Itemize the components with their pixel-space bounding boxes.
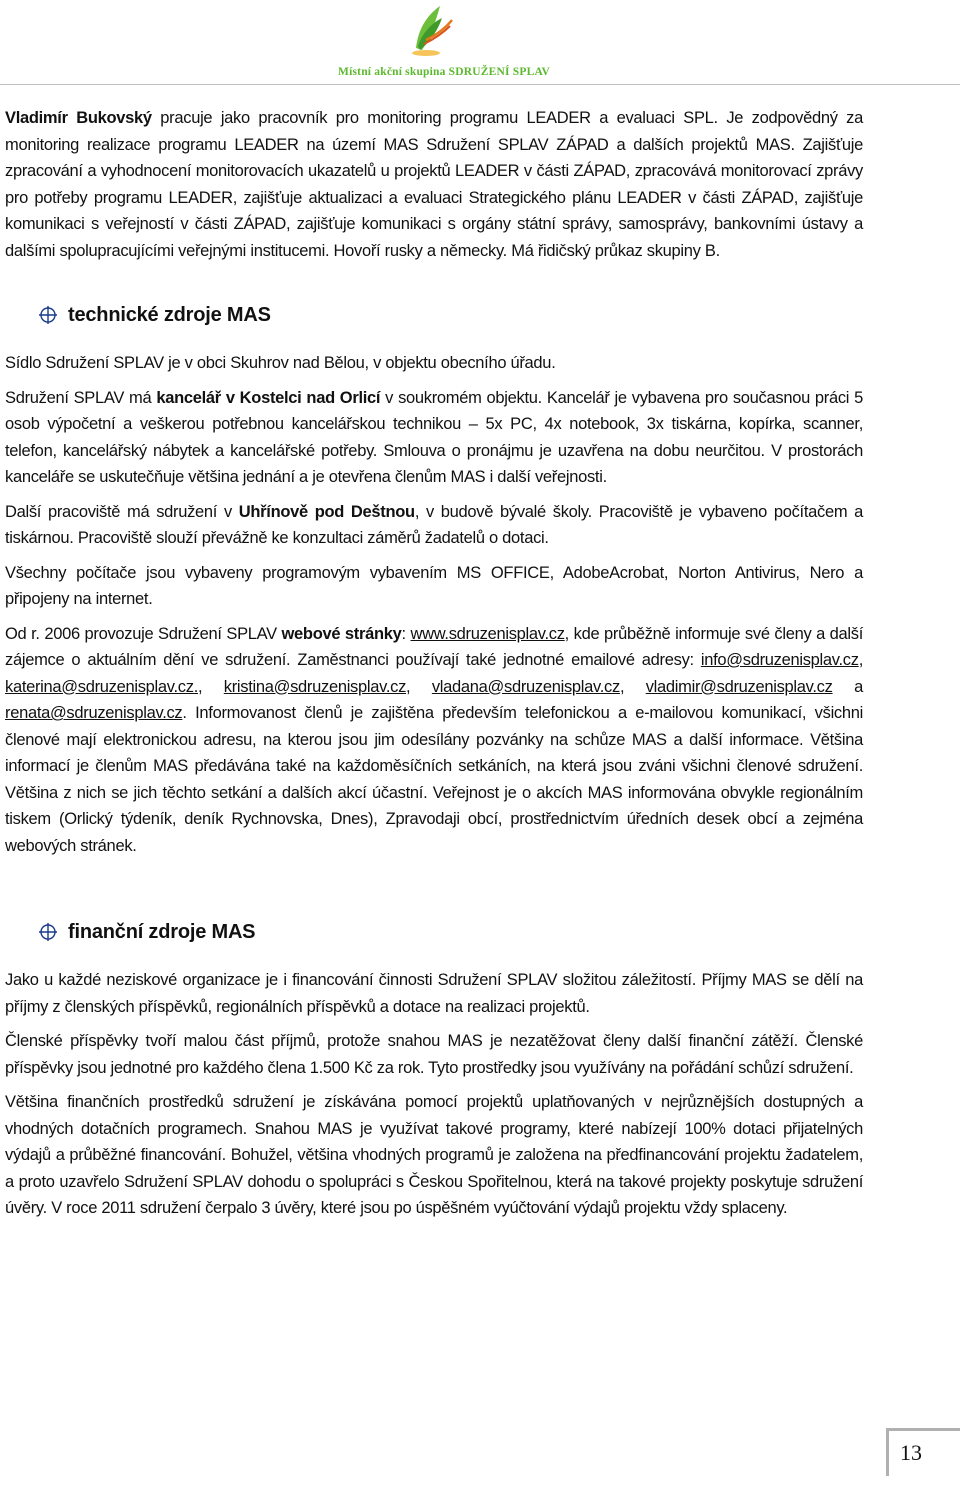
text-fragment: : — [401, 624, 411, 643]
email-link-kristina[interactable]: kristina@sdruzenisplav.cz — [223, 677, 407, 696]
text-fragment: , v budově bývalé školy. Pracoviště je vybaveno počítačem a tiskárnou. Pracoviště slouží převážně ke konzultaci záměrů žadatelů o dotaci. — [5, 502, 864, 547]
email-link-katerina[interactable]: katerina@sdruzenisplav.cz. — [5, 677, 198, 696]
text-fragment: , — [858, 651, 863, 669]
technical-paragraph-5 — [5, 621, 863, 860]
technical-paragraph-4: Všechny počítače jsou vybaveny programovým vybavením MS OFFICE, AdobeAcrobat, Norton Antivirus, Nero a připojeny na internet. — [5, 563, 863, 608]
splav-logo — [396, 0, 468, 60]
document-body — [5, 105, 863, 1222]
financial-paragraph-3: Většina finančních prostředků sdružení je získávána pomocí projektů uplatňovaných v nejrůznějších dostupných a vhodných dotačních programech. Snahou MAS je využívat takové programy, které nabízejí 100% dotaci přijatelných výdajů a průběžné financování. Bohužel, většina vhodných programů je založena na předfinancování projektu žadatelem, a proto uzavřelo Sdružení SPLAV dohodu o spolupráci s Českou Spořitelnou, která na takové projekty poskytuje sdružení úvěry. V roce 2011 sdružení čerpalo 3 úvěry, které jsou po úspěšném vyúčtování výdajů projektu vždy splaceny. — [5, 1093, 863, 1217]
intro-paragraph — [5, 105, 863, 264]
crosshair-bullet-icon — [39, 306, 57, 324]
financial-paragraph-2: Členské příspěvky tvoří malou část příjmů, protože snahou MAS je nezatěžovat členy další finanční zátěží. Členské příspěvky jsou jednotné pro každého člena 1.500 Kč za rok. Tyto prostředky jsou využívány na pořádání schůzí sdružení. — [5, 1032, 863, 1077]
text-fragment: Od r. 2006 provozuje Sdružení SPLAV — [5, 624, 282, 643]
header-divider — [0, 84, 960, 85]
section-title: finanční zdroje MAS — [68, 921, 256, 943]
text-fragment: Sdružení SPLAV má — [5, 388, 157, 407]
website-link[interactable]: www.sdruzenisplav.cz — [410, 624, 565, 643]
section-title: technické zdroje MAS — [68, 304, 271, 326]
technical-paragraph-2 — [5, 385, 863, 491]
text-fragment: , — [406, 677, 432, 696]
technical-paragraph-1: Sídlo Sdružení SPLAV je v obci Skuhrov nad Bělou, v objektu obecního úřadu. — [5, 354, 556, 372]
section-heading-technical — [5, 298, 863, 332]
page-number: 13 — [900, 1440, 922, 1465]
technical-paragraph-3 — [5, 499, 863, 552]
text-fragment: Další pracoviště má sdružení v — [5, 502, 239, 521]
workplace-location: Uhřínově pod Deštnou — [238, 502, 415, 521]
crosshair-bullet-icon — [39, 923, 57, 941]
email-link-renata[interactable]: renata@sdruzenisplav.cz — [5, 704, 183, 722]
email-link-vladana[interactable]: vladana@sdruzenisplav.cz — [431, 677, 620, 696]
text-fragment: v soukromém objektu. Kancelář je vybavena pro současnou práci 5 osob výpočetní a veškerou potřebnou kancelářskou technikou – 5x PC, 4x notebook, 3x tiskárna, kopírka, scanner, telefon, kancelářský nábytek a kancelářské potřeby. Smlouva o pronájmu je uzavřena na dobu neurčitou. V prostorách kanceláře se uskutečňuje většina jednání a je otevřena členům MAS i další veřejnosti. — [5, 388, 863, 486]
text-fragment: a — [832, 677, 863, 696]
organization-name: Místní akční skupina SDRUŽENÍ SPLAV — [338, 66, 550, 78]
web-label: webové stránky — [281, 624, 402, 643]
text-fragment: . Informovanost členů je zajištěna především telefonickou a e-mailovou komunikací, všichni členové mají elektronickou adresu, na kterou jsou jim odesílány pozvánky na schůze MAS a další informace. Většina informací je členům MAS předávána také na každoměsíčních setkáních, na která jsou zváni všichni členové sdružení. Většina z nich se jich těchto setkání a dalších akcí účastní. Veřejnost je o akcích MAS informována obvykle regionálním tiskem (Orlický týdeník, deník Rychnovska, Dnes), Zpravodaji obcí, prostřednictvím úředních desek obcí a zejména webových stránek. — [5, 704, 863, 855]
text-fragment: , — [619, 677, 646, 696]
financial-paragraph-1: Jako u každé neziskové organizace je i financování činnosti Sdružení SPLAV složitou záležitostí. Příjmy MAS se dělí na příjmy z členských příspěvků, regionálních příspěvků a dotace na realizaci projektů. — [5, 971, 863, 1016]
page-header — [0, 0, 960, 86]
office-location: kancelář v Kostelci nad Orlicí — [156, 388, 381, 407]
email-link-info[interactable]: info@sdruzenisplav.cz — [700, 651, 859, 669]
text-fragment: , kde průběžně informuje své členy a další zájemce o aktuálním dění ve sdružení. Zaměstnanci používají také jednotné emailové adresy: — [5, 624, 863, 669]
email-link-vladimir[interactable]: vladimir@sdruzenisplav.cz — [645, 677, 833, 696]
page-number-frame — [886, 1428, 960, 1476]
section-heading-financial — [5, 915, 863, 949]
text-fragment: , — [197, 677, 224, 696]
intro-text: pracuje jako pracovník pro monitoring programu LEADER a evaluaci SPL. Je zodpovědný za monitoring realizace programu LEADER na území MAS Sdružení SPLAV ZÁPAD a dalších projektů MAS. Zajišťuje zpracování a vyhodnocení monitorovacích ukazatelů u projektů LEADER v části ZÁPAD, zpracovává monitorovací zprávy pro potřeby programu LEADER, zajišťuje aktualizaci a evaluaci Strategického plánu LEADER v části ZÁPAD, zajišťuje komunikaci s veřejností v části ZÁPAD, zajišťuje komunikaci s orgány státní správy, samosprávy, bankovními ústavy a dalšími spolupracujícími veřejnými institucemi. Hovoří rusky a německy. Má řidičský průkaz skupiny B. — [5, 109, 863, 260]
person-name: Vladimír Bukovský — [5, 109, 152, 127]
